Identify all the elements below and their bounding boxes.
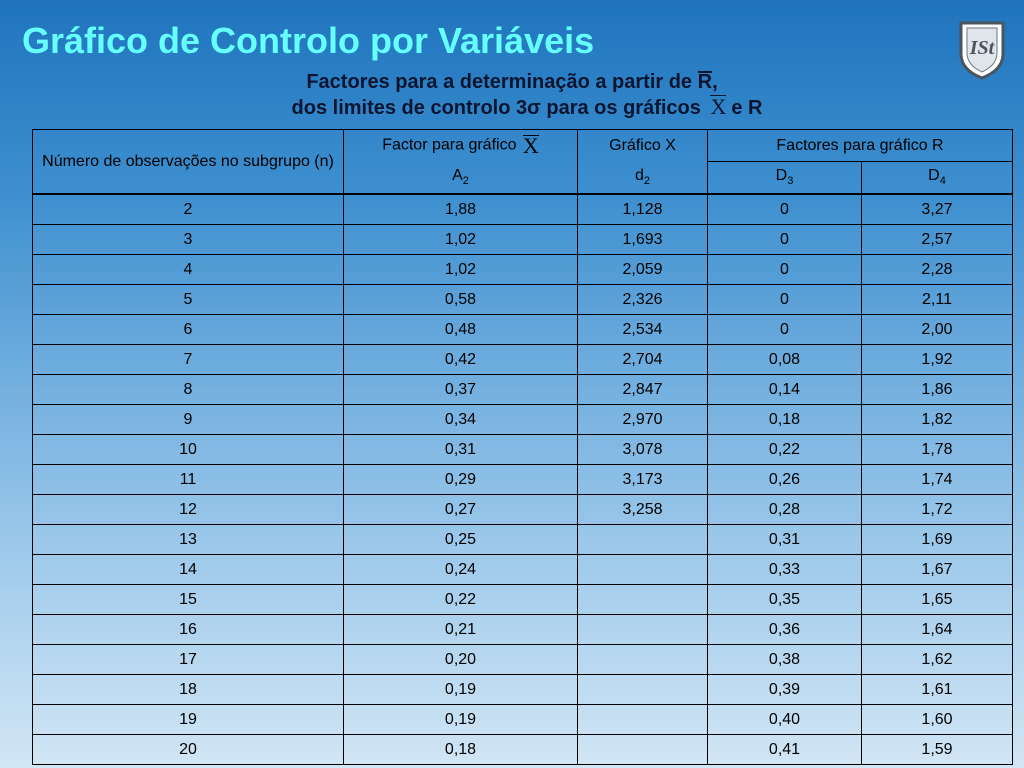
cell-d4: 2,11: [862, 285, 1013, 315]
cell-a2: 0,31: [344, 435, 578, 465]
cell-d2: [578, 675, 708, 705]
table-row: [33, 194, 1013, 225]
cell-n: 20: [33, 735, 344, 765]
cell-d3: 0,40: [708, 705, 862, 735]
cell-n: 6: [33, 315, 344, 345]
cell-n: 14: [33, 555, 344, 585]
cell-n: 16: [33, 615, 344, 645]
cell-d2: 2,847: [578, 375, 708, 405]
table-row: [33, 315, 1013, 345]
cell-d2: [578, 645, 708, 675]
cell-d4: 1,92: [862, 345, 1013, 375]
cell-d3: 0: [708, 315, 862, 345]
cell-d3: 0,26: [708, 465, 862, 495]
table-row: [33, 615, 1013, 645]
table-row: [33, 255, 1013, 285]
cell-d4: 2,00: [862, 315, 1013, 345]
table-row: [33, 435, 1013, 465]
cell-a2: 0,34: [344, 405, 578, 435]
header-a2-top: Factor para gráfico X: [344, 130, 578, 162]
header-d4: $D_4$: [862, 162, 1013, 195]
cell-d3: 0: [708, 255, 862, 285]
cell-d4: 1,60: [862, 705, 1013, 735]
cell-a2: 0,24: [344, 555, 578, 585]
cell-d2: 3,258: [578, 495, 708, 525]
cell-d4: 1,74: [862, 465, 1013, 495]
cell-a2: 0,29: [344, 465, 578, 495]
cell-n: 11: [33, 465, 344, 495]
cell-d3: 0,22: [708, 435, 862, 465]
x-bar-symbol: X: [710, 94, 727, 119]
cell-n: 5: [33, 285, 344, 315]
cell-n: 13: [33, 525, 344, 555]
header-r-factors: Factores para gráfico R: [708, 130, 1013, 162]
slide-title: Gráfico de Controlo por Variáveis: [22, 20, 595, 61]
cell-a2: 0,42: [344, 345, 578, 375]
cell-d2: 2,059: [578, 255, 708, 285]
header-d2-top: Gráfico X: [578, 130, 708, 162]
cell-d2: 3,078: [578, 435, 708, 465]
cell-d3: 0,28: [708, 495, 862, 525]
cell-n: 3: [33, 225, 344, 255]
table-row: [33, 705, 1013, 735]
cell-d3: 0,08: [708, 345, 862, 375]
r-bar-symbol: R: [697, 71, 713, 93]
cell-d3: 0,41: [708, 735, 862, 765]
cell-d4: 1,86: [862, 375, 1013, 405]
cell-d2: 2,704: [578, 345, 708, 375]
cell-d4: 1,78: [862, 435, 1013, 465]
cell-d3: 0,33: [708, 555, 862, 585]
table-row: [33, 345, 1013, 375]
cell-a2: 0,20: [344, 645, 578, 675]
cell-d4: 1,64: [862, 615, 1013, 645]
cell-n: 2: [33, 194, 344, 225]
cell-a2: 0,21: [344, 615, 578, 645]
cell-n: 9: [33, 405, 344, 435]
control-chart-factors-table: [32, 129, 1013, 765]
cell-d2: 1,693: [578, 225, 708, 255]
cell-d3: 0,39: [708, 675, 862, 705]
cell-a2: 0,22: [344, 585, 578, 615]
table-row: [33, 645, 1013, 675]
header-n: Número de observações no subgrupo (n): [33, 130, 344, 195]
cell-d2: [578, 525, 708, 555]
subtitle: [0, 70, 1024, 121]
cell-d4: 1,72: [862, 495, 1013, 525]
cell-d2: [578, 735, 708, 765]
cell-a2: 1,02: [344, 225, 578, 255]
header-d3: $D_3$: [708, 162, 862, 195]
cell-d3: 0: [708, 194, 862, 225]
cell-n: 4: [33, 255, 344, 285]
table-row: [33, 465, 1013, 495]
cell-d4: 1,62: [862, 645, 1013, 675]
table-row: [33, 555, 1013, 585]
cell-a2: 0,27: [344, 495, 578, 525]
cell-d4: 1,65: [862, 585, 1013, 615]
cell-d3: 0,38: [708, 645, 862, 675]
cell-n: 8: [33, 375, 344, 405]
cell-a2: 0,19: [344, 675, 578, 705]
cell-n: 7: [33, 345, 344, 375]
cell-d2: 3,173: [578, 465, 708, 495]
cell-d2: [578, 555, 708, 585]
cell-d4: 1,82: [862, 405, 1013, 435]
table-row: [33, 525, 1013, 555]
cell-d3: 0: [708, 225, 862, 255]
cell-d2: [578, 615, 708, 645]
cell-d2: 2,970: [578, 405, 708, 435]
table-row: [33, 495, 1013, 525]
table-row: [33, 375, 1013, 405]
cell-d4: 2,57: [862, 225, 1013, 255]
subtitle-line-1: Factores para a determinação a partir de R,: [306, 71, 718, 93]
table-row: [33, 585, 1013, 615]
cell-n: 10: [33, 435, 344, 465]
logo-text: ISt: [969, 37, 995, 59]
cell-a2: 0,48: [344, 315, 578, 345]
subtitle-line-2: dos limites de controlo 3σ para os gráficos X e R: [291, 94, 763, 119]
header-a2: $A_2$: [344, 162, 578, 195]
table-row: [33, 405, 1013, 435]
table-row: [33, 675, 1013, 705]
cell-d3: 0: [708, 285, 862, 315]
cell-n: 19: [33, 705, 344, 735]
cell-n: 18: [33, 675, 344, 705]
cell-d3: 0,35: [708, 585, 862, 615]
cell-n: 15: [33, 585, 344, 615]
cell-d4: 1,61: [862, 675, 1013, 705]
cell-a2: 1,02: [344, 255, 578, 285]
cell-d3: 0,14: [708, 375, 862, 405]
cell-d3: 0,18: [708, 405, 862, 435]
cell-a2: 0,19: [344, 705, 578, 735]
cell-d4: 2,28: [862, 255, 1013, 285]
cell-n: 17: [33, 645, 344, 675]
table-row: [33, 225, 1013, 255]
cell-n: 12: [33, 495, 344, 525]
cell-d3: 0,36: [708, 615, 862, 645]
cell-d2: 2,534: [578, 315, 708, 345]
cell-d2: [578, 705, 708, 735]
cell-d2: [578, 585, 708, 615]
cell-d2: 2,326: [578, 285, 708, 315]
cell-d2: 1,128: [578, 194, 708, 225]
cell-a2: 0,58: [344, 285, 578, 315]
cell-d4: 1,67: [862, 555, 1013, 585]
cell-d4: 3,27: [862, 194, 1013, 225]
cell-d4: 1,69: [862, 525, 1013, 555]
cell-a2: 1,88: [344, 194, 578, 225]
header-d2: $d_2$: [578, 162, 708, 195]
cell-a2: 0,25: [344, 525, 578, 555]
cell-d4: 1,59: [862, 735, 1013, 765]
cell-a2: 0,37: [344, 375, 578, 405]
table-row: [33, 735, 1013, 765]
cell-d3: 0,31: [708, 525, 862, 555]
table-row: [33, 285, 1013, 315]
cell-a2: 0,18: [344, 735, 578, 765]
x-bar-symbol: X: [522, 133, 539, 159]
